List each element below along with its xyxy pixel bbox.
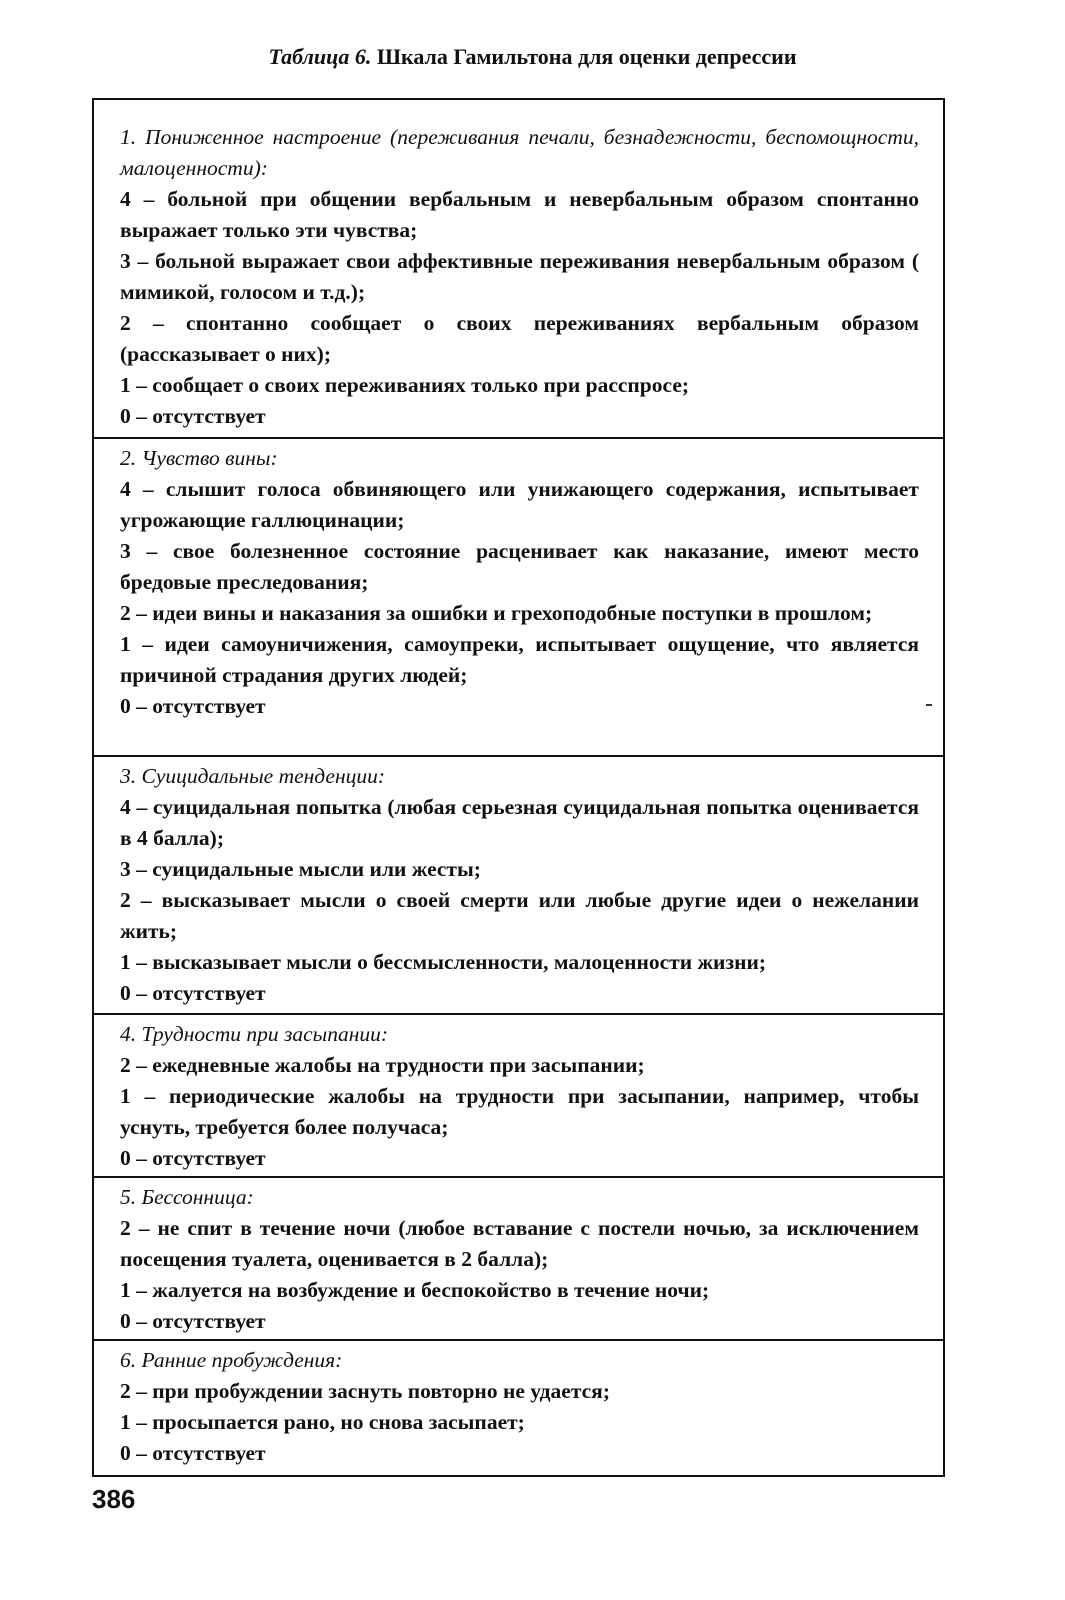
section-early-awakening (94, 1339, 943, 1475)
item-score-0 (120, 401, 919, 432)
score-value: 1 (120, 1278, 131, 1302)
item-text: – отсутствует (130, 981, 266, 1005)
score-value: 1 (120, 373, 131, 397)
item-score-2 (120, 1376, 919, 1407)
score-value: 0 (120, 694, 131, 718)
item-text: – идеи самоуничижения, самоупреки, испытывает ощущение, что является причиной страдания других людей; (120, 632, 919, 687)
score-value: 3 (120, 539, 131, 563)
item-score-2 (120, 1050, 919, 1081)
score-value: 2 (120, 311, 131, 335)
score-value: 1 (120, 632, 131, 656)
score-value: 1 (120, 1410, 131, 1434)
item-score-1 (120, 629, 919, 691)
item-text: – свое болезненное состояние расценивает как наказание, имеют место бредовые преследования; (120, 539, 919, 594)
item-score-2 (120, 885, 919, 947)
score-value: 2 (120, 1379, 131, 1403)
score-value: 4 (120, 187, 131, 211)
item-score-1 (120, 947, 919, 978)
item-score-1 (120, 370, 919, 401)
hamilton-scale-table (92, 98, 945, 1477)
item-text: – высказывает мысли о своей смерти или любые другие идеи о нежелании жить; (120, 888, 919, 943)
item-score-3 (120, 246, 919, 308)
item-score-2 (120, 598, 919, 629)
section-title: 1. Пониженное настроение (переживания печали, безнадежности, беспомощности, малоценности): (120, 125, 919, 180)
score-value: 4 (120, 477, 131, 501)
score-value: 3 (120, 857, 131, 881)
item-text: – при пробуждении заснуть повторно не удается; (130, 1379, 610, 1403)
item-score-4 (120, 184, 919, 246)
item-text: – суицидальная попытка (любая серьезная суицидальная попытка оценивается в 4 балла); (120, 795, 919, 850)
item-text: – отсутствует (130, 1309, 266, 1333)
item-score-0 (120, 1438, 919, 1469)
page-title (0, 44, 1065, 70)
score-value: 1 (120, 950, 131, 974)
item-text: – отсутствует (130, 694, 266, 718)
item-text: – идеи вины и наказания за ошибки и грехоподобные поступки в прошлом; (130, 601, 873, 625)
score-value: 0 (120, 1146, 131, 1170)
item-score-0 (120, 691, 919, 722)
item-text: – высказывает мысли о бессмысленности, малоценности жизни; (130, 950, 767, 974)
table-label: Таблица 6. (268, 44, 372, 69)
item-score-3 (120, 854, 919, 885)
item-text: – отсутствует (130, 1146, 266, 1170)
item-score-2 (120, 308, 919, 370)
score-value: 2 (120, 1053, 131, 1077)
item-text: – отсутствует (130, 1441, 266, 1465)
score-value: 2 (120, 601, 131, 625)
item-text: – спонтанно сообщает о своих переживаниях вербальным образом (рассказывает о них); (120, 311, 919, 366)
score-value: 0 (120, 981, 131, 1005)
section-suicidal-tendencies (94, 755, 943, 1013)
item-text: – периодические жалобы на трудности при засыпании, например, чтобы уснуть, требуется более получаса; (120, 1084, 919, 1139)
section-title: 2. Чувство вины: (120, 446, 278, 470)
item-score-0 (120, 978, 919, 1009)
item-score-3 (120, 536, 919, 598)
print-artifact-mark (926, 704, 932, 706)
item-text: – суицидальные мысли или жесты; (130, 857, 481, 881)
section-title: 3. Суицидальные тенденции: (120, 764, 386, 788)
item-text: – больной выражает свои аффективные переживания невербальным образом ( мимикой, голосом и т.д.); (120, 249, 919, 304)
section-title: 6. Ранние пробуждения: (120, 1348, 343, 1372)
score-value: 0 (120, 1441, 131, 1465)
score-value: 2 (120, 1216, 131, 1240)
item-text: – не спит в течение ночи (любое вставание с постели ночью, за исключением посещения туалета, оценивается в 2 балла); (120, 1216, 919, 1271)
item-text: – слышит голоса обвиняющего или унижающего содержания, испытывает угрожающие галлюцинации; (120, 477, 919, 532)
item-text: – просыпается рано, но снова засыпает; (130, 1410, 525, 1434)
page-number: 386 (92, 1484, 136, 1514)
score-value: 0 (120, 404, 131, 428)
score-value: 4 (120, 795, 131, 819)
section-title: 5. Бессонница: (120, 1185, 254, 1209)
item-text: – сообщает о своих переживаниях только при расспросе; (130, 373, 690, 397)
section-depressed-mood (94, 100, 943, 437)
item-score-2 (120, 1213, 919, 1275)
score-value: 2 (120, 888, 131, 912)
item-score-1 (120, 1275, 919, 1306)
score-value: 1 (120, 1084, 131, 1108)
item-text: – больной при общении вербальным и невербальным образом спонтанно выражает только эти чувства; (120, 187, 919, 242)
item-score-1 (120, 1081, 919, 1143)
item-text: – ежедневные жалобы на трудности при засыпании; (130, 1053, 645, 1077)
item-score-0 (120, 1143, 919, 1174)
item-score-0 (120, 1306, 919, 1337)
section-difficulty-falling-asleep (94, 1013, 943, 1176)
section-title: 4. Трудности при засыпании: (120, 1022, 389, 1046)
table-title-text: Шкала Гамильтона для оценки депрессии (376, 44, 797, 69)
section-insomnia (94, 1176, 943, 1339)
item-score-4 (120, 792, 919, 854)
section-guilt (94, 437, 943, 755)
score-value: 0 (120, 1309, 131, 1333)
item-score-1 (120, 1407, 919, 1438)
score-value: 3 (120, 249, 131, 273)
item-score-4 (120, 474, 919, 536)
item-text: – жалуется на возбуждение и беспокойство в течение ночи; (130, 1278, 710, 1302)
item-text: – отсутствует (130, 404, 266, 428)
